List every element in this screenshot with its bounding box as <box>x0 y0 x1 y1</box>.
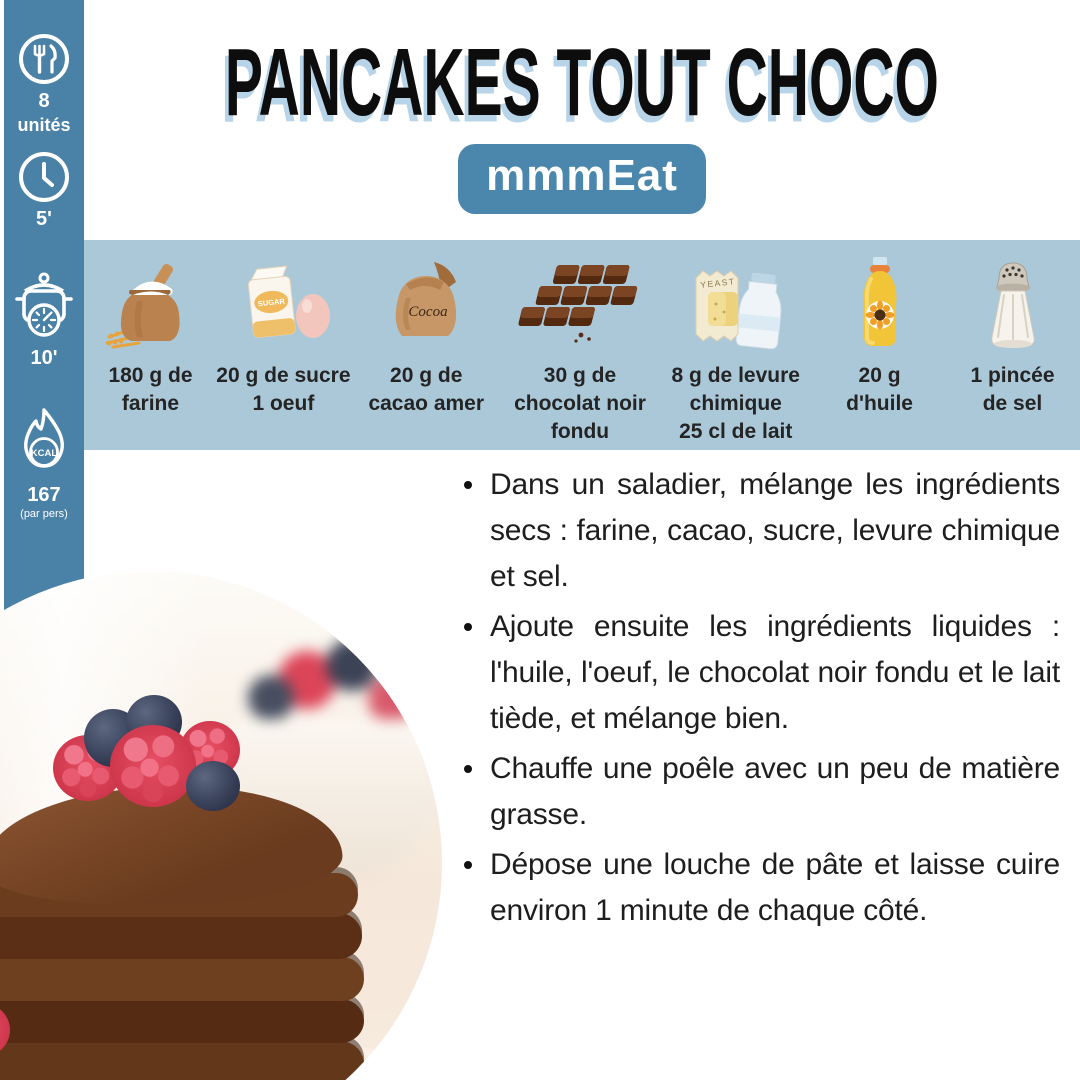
ingredient-label: 180 g de farine <box>108 364 193 415</box>
chocolate-bar-icon <box>517 240 643 360</box>
ingredient-item-sucre-oeuf <box>215 240 352 450</box>
kcal-icon-text: KCAL <box>30 448 58 459</box>
pancake-layer <box>0 913 362 959</box>
ingredients-strip <box>84 240 1080 450</box>
header <box>84 29 1080 214</box>
bullet-dot <box>464 481 472 489</box>
ingredient-item-sel <box>947 240 1078 450</box>
pancake-layer <box>0 1041 364 1080</box>
pancake-layer <box>0 957 364 1001</box>
ingredient-item-huile <box>812 240 947 450</box>
clock-icon <box>17 150 71 204</box>
ingredient-label: 8 g de levure chimique 25 cl de lait <box>671 364 800 443</box>
yeast-icon-text: YEAST <box>699 276 736 290</box>
sugar-icon-text: SUGAR <box>257 296 286 309</box>
ingredient-item-chocolat <box>501 240 660 450</box>
calories-unit-label: (par pers) <box>20 508 68 520</box>
bowl-blueberry <box>248 675 294 721</box>
ingredient-label: 20 g de cacao amer <box>368 364 485 415</box>
raspberry <box>110 725 196 807</box>
cook-time-value: 10' <box>30 347 58 369</box>
blueberry <box>186 761 240 811</box>
servings-value: 8 <box>38 90 50 112</box>
prep-time-value: 5' <box>36 208 52 230</box>
calories-value: 167 <box>27 484 61 506</box>
instructions-list <box>456 462 1060 938</box>
bowl-blueberry <box>326 639 378 691</box>
pot-timer-icon <box>11 271 77 343</box>
flour-sack-icon <box>101 240 199 360</box>
cutlery-plate-icon <box>17 32 71 86</box>
ingredient-label: 20 g d'huile <box>846 364 913 415</box>
bullet-dot <box>464 861 472 869</box>
instruction-step-3: Chauffe une poêle avec un peu de matière grasse. <box>456 746 1060 838</box>
cocoa-icon-text: Cocoa <box>408 304 448 320</box>
ingredient-item-farine <box>86 240 215 450</box>
salt-shaker-icon <box>976 240 1050 360</box>
bullet-dot <box>464 623 472 631</box>
ingredient-item-cacao <box>352 240 501 450</box>
instruction-step-4: Dépose une louche de pâte et laisse cuire environ 1 minute de chaque côté. <box>456 842 1060 934</box>
ingredient-label: 1 pincée de sel <box>970 364 1055 415</box>
yeast-milk-icon <box>682 240 790 360</box>
bowl-raspberry <box>368 675 416 723</box>
bullet-dot <box>464 765 472 773</box>
page-title: PANCAKES TOUT CHOCO <box>224 29 940 136</box>
kcal-flame-icon <box>12 406 76 480</box>
cocoa-bag-icon <box>376 240 476 360</box>
ingredient-item-levure-lait <box>659 240 812 450</box>
instruction-step-2: Ajoute ensuite les ingrédients liquides : l'huile, l'oeuf, le chocolat noir fondu et le lait tiède, et mélange bien. <box>456 604 1060 742</box>
pancakes-photo <box>0 571 442 1080</box>
servings-label: unités <box>17 115 71 135</box>
sugar-box-egg-icon <box>227 240 339 360</box>
instruction-step-1: Dans un saladier, mélange les ingrédients secs : farine, cacao, sucre, levure chimique et sel. <box>456 462 1060 600</box>
oil-bottle-icon <box>847 240 913 360</box>
brand-badge: mmmEat <box>458 144 706 214</box>
ingredient-label: 20 g de sucre 1 oeuf <box>216 364 351 415</box>
pancake-layer <box>0 999 364 1043</box>
ingredient-label: 30 g de chocolat noir fondu <box>514 364 646 443</box>
